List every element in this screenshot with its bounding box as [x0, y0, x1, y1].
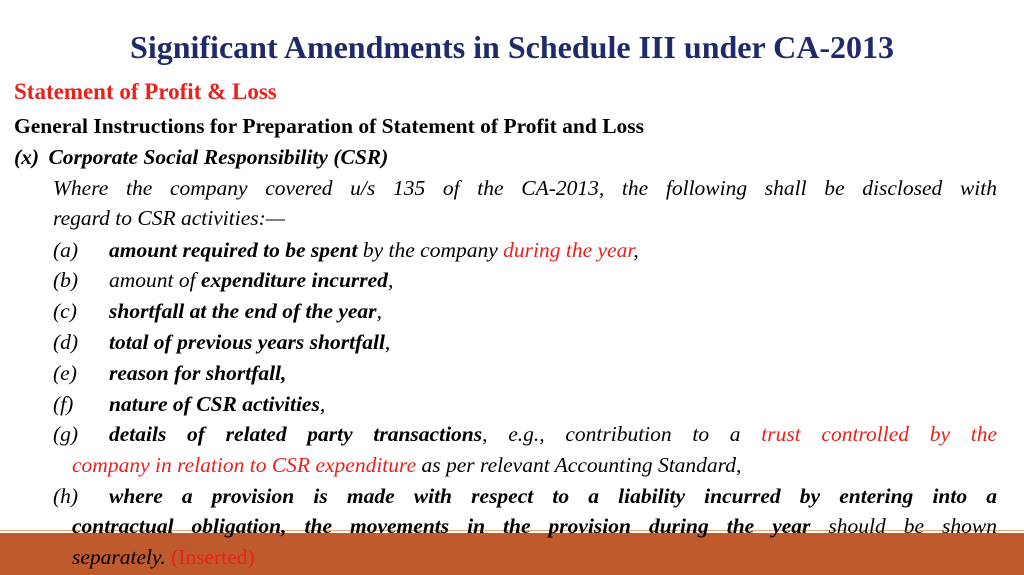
list-item-a	[53, 236, 639, 264]
list-item-d	[53, 328, 390, 356]
item-tail: ,	[319, 392, 326, 416]
slide-title: Significant Amendments in Schedule III under CA-2013	[130, 29, 894, 65]
list-item-g	[53, 420, 997, 448]
item-tail: ,	[387, 268, 394, 292]
item-bold-text: where a provision is made with respect to a liability incurred by entering into a	[109, 484, 997, 508]
item-tail: ,	[633, 238, 639, 262]
intro-line-2: regard to CSR activities:—	[53, 206, 285, 230]
intro-line-1: Where the company covered u/s 135 of the CA-2013, the following shall be disclosed with	[53, 176, 997, 200]
list-item-h-continued-2	[72, 543, 255, 571]
item-letter: (h)	[53, 484, 79, 508]
item-letter: (d)	[53, 330, 79, 354]
item-bold-text: expenditure incurred	[200, 268, 388, 292]
list-item-c	[53, 297, 382, 325]
item-bold-text: total of previous years shortfall	[109, 330, 385, 354]
inserted-note: (Inserted)	[171, 545, 255, 569]
item-bold-text: details of related party transactions	[109, 422, 483, 446]
item-letter: (f)	[53, 392, 74, 416]
list-item-g-continued	[72, 451, 741, 479]
list-item-h	[53, 482, 997, 510]
item-plain-text: , e.g., contribution to a	[482, 422, 762, 446]
item-plain-text: should be shown	[810, 514, 998, 538]
item-letter: (g)	[53, 422, 79, 446]
item-red-text: trust controlled by the	[761, 422, 997, 446]
item-letter: (e)	[53, 361, 77, 385]
item-plain-text: separately.	[72, 545, 172, 569]
csr-heading	[14, 143, 388, 171]
list-item-h-continued	[72, 512, 997, 540]
section-heading: General Instructions for Preparation of Statement of Profit and Loss	[14, 114, 645, 138]
list-item-e	[53, 359, 286, 387]
item-plain-text: as per relevant Accounting Standard,	[416, 453, 742, 477]
item-bold-text: shortfall at the end of the year	[109, 299, 377, 323]
section-number: (x)	[14, 145, 40, 169]
item-bold-text: contractual obligation, the movements in the provision during the year	[72, 514, 811, 538]
item-letter: (c)	[53, 299, 77, 323]
item-pre-text: amount of	[109, 268, 201, 292]
slide-subtitle: Statement of Profit & Loss	[14, 79, 277, 104]
item-red-text: company in relation to CSR expenditure	[72, 453, 417, 477]
item-bold-text: reason for shortfall,	[109, 361, 287, 385]
item-tail: ,	[384, 330, 391, 354]
item-letter: (a)	[53, 238, 79, 262]
item-plain-text: by the company	[357, 238, 504, 262]
item-bold-text: nature of CSR activities	[109, 392, 320, 416]
section-label: Corporate Social Responsibility (CSR)	[48, 145, 389, 169]
list-item-b	[53, 266, 393, 294]
item-letter: (b)	[53, 268, 79, 292]
item-bold-text: amount required to be spent	[109, 238, 358, 262]
item-red-text: during the year	[503, 238, 634, 262]
item-tail: ,	[376, 299, 382, 323]
list-item-f	[53, 390, 325, 418]
